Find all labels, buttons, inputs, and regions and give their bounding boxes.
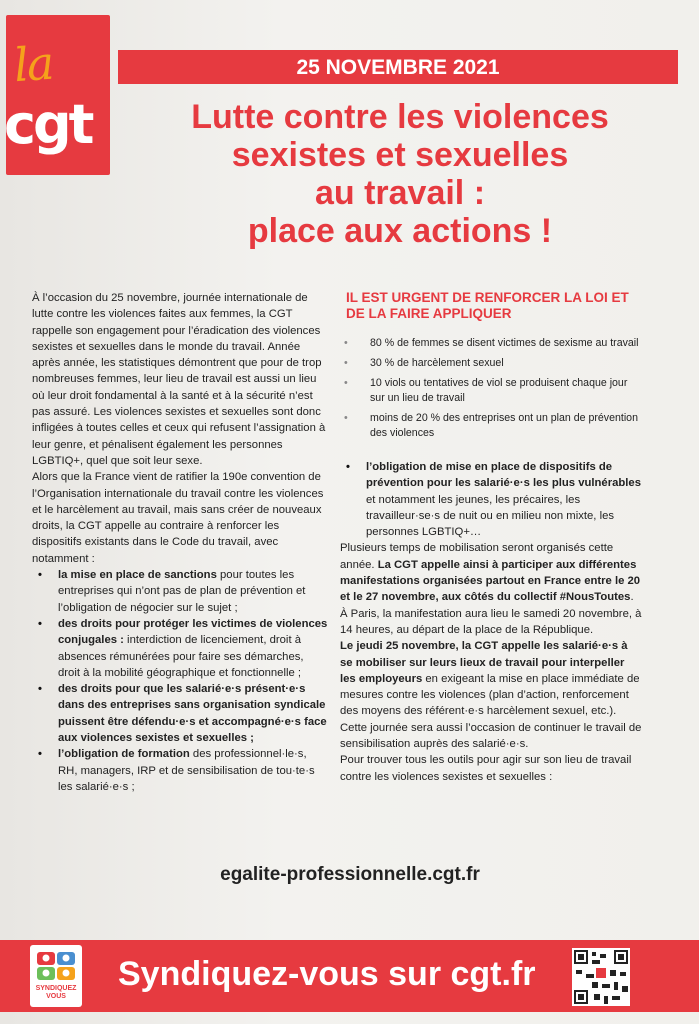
stat-item: • moins de 20 % des entreprises ont un plan de prévention des violences <box>340 411 642 441</box>
syndiquez-logo <box>30 945 82 1007</box>
tools-paragraph: Pour trouver tous les outils pour agir sur son lieu de travail contre les violences sexistes et sexuelles : <box>340 754 632 783</box>
date-text: 25 NOVEMBRE 2021 <box>296 56 500 79</box>
title-line: Lutte contre les violences <box>191 98 609 136</box>
intro-paragraph: À l’occasion du 25 novembre, journée internationale de lutte contre les violences faites aux femmes, la CGT rappelle son engagement pour l’éradication des violences sexistes et sexuelles dans le monde du travail. Année après année, les statistiques démontrent que pour de trop nombreuses femmes, leur lieu de travail est aussi un lieu où leur droit fondamental à la santé et à la sécurité n’est pas assuré. Les violences sexistes et sexuelles sont donc infligées à toutes celles et ceux qui refusent l’assignation à leur genre, et pénalisent également les personnes LGBTIQ+, quel que soit leur sexe. <box>32 292 326 467</box>
stats-list <box>340 336 642 441</box>
left-column <box>32 290 328 795</box>
prevention-list <box>340 459 642 540</box>
demands-list <box>32 567 328 795</box>
stat-item: • 10 viols ou tentatives de viol se produisent chaque jour sur un lieu de travail <box>340 376 642 406</box>
action-paragraph: Le jeudi 25 novembre, la CGT appelle les salarié·e·s à se mobiliser sur leurs lieux de travail pour interpeller les employeurs en exigeant la mise en place immédiate de mesures contre les violences (plan d’action, renforcement des moyens des référent·e·s harcèlement sexuel, etc.). Cette journée sera aussi l’occasion de continuer le travail de sensibilisation auprès des salarié·e·s. <box>340 640 642 751</box>
title-line: au travail : <box>314 174 486 212</box>
page-title <box>120 98 680 250</box>
list-item: • des droits pour protéger les victimes de violences conjugales : interdiction de licenciement, droit à absences rémunérées pour faire ses démarches, droit à la mobilité géographique et fonctionnelle ; <box>32 616 328 681</box>
section-subtitle: IL EST URGENT DE RENFORCER LA LOI ET DE LA FAIRE APPLIQUER <box>346 290 629 321</box>
website-link[interactable]: egalite-professionnelle.cgt.fr <box>220 864 480 885</box>
stat-item: • 30 % de harcèlement sexuel <box>340 356 642 371</box>
title-line: sexistes et sexuelles <box>231 136 569 174</box>
title-line: place aux actions ! <box>247 212 553 250</box>
footer-slogan[interactable]: Syndiquez-vous sur cgt.fr <box>118 955 536 993</box>
intro-paragraph-2: Alors que la France vient de ratifier la 190e convention de l’Organisation internationale du travail contre les violences et le harcèlement au travail, mais sans créer de nouveaux droits, la CGT appelle au contraire à renforcer les dispositifs existants dans le Code du travail, avec notamment : <box>32 471 324 565</box>
list-item: • la mise en place de sanctions pour toutes les entreprises qui n’ont pas de plan de prévention et l’obligation de négocier sur le sujet ; <box>32 567 328 616</box>
list-item: • l’obligation de mise en place de dispositifs de prévention pour les salarié·e·s les plus vulnérables et notamment les jeunes, les précaires, les travailleur·se·s de nuit ou en milieu non mixte, les personnes LGBTIQ+… <box>340 459 642 540</box>
people-icon <box>36 951 76 981</box>
list-item: • l’obligation de formation des professionnel·le·s, RH, managers, IRP et de sensibilisation de tou·te·s les salarié·e·s ; <box>32 746 328 795</box>
syndiquez-logo-text: SYNDIQUEZ VOUS <box>35 985 77 1000</box>
right-column <box>340 290 642 785</box>
logo-cgt: cgt <box>4 93 92 156</box>
date-banner <box>118 50 678 84</box>
logo-la: la <box>12 35 54 93</box>
mobilisation-paragraph: Plusieurs temps de mobilisation seront organisés cette année. La CGT appelle ainsi à participer aux différentes manifestations organisées partout en France entre le 20 et le 27 novembre, aux côtés du collectif #NousToutes. À Paris, la manifestation aura lieu le samedi 20 novembre, à 14 heures, au départ de la place de la République. <box>340 542 642 636</box>
cgt-logo <box>6 15 110 175</box>
list-item: • des droits pour que les salarié·e·s présent·e·s dans des entreprises sans organisation syndicale puissent être défendu·e·s et accompagné·e·s face aux violences sexistes et sexuelles ; <box>32 681 328 746</box>
qr-code-icon[interactable] <box>572 948 630 1006</box>
stat-item: • 80 % de femmes se disent victimes de sexisme au travail <box>340 336 642 351</box>
